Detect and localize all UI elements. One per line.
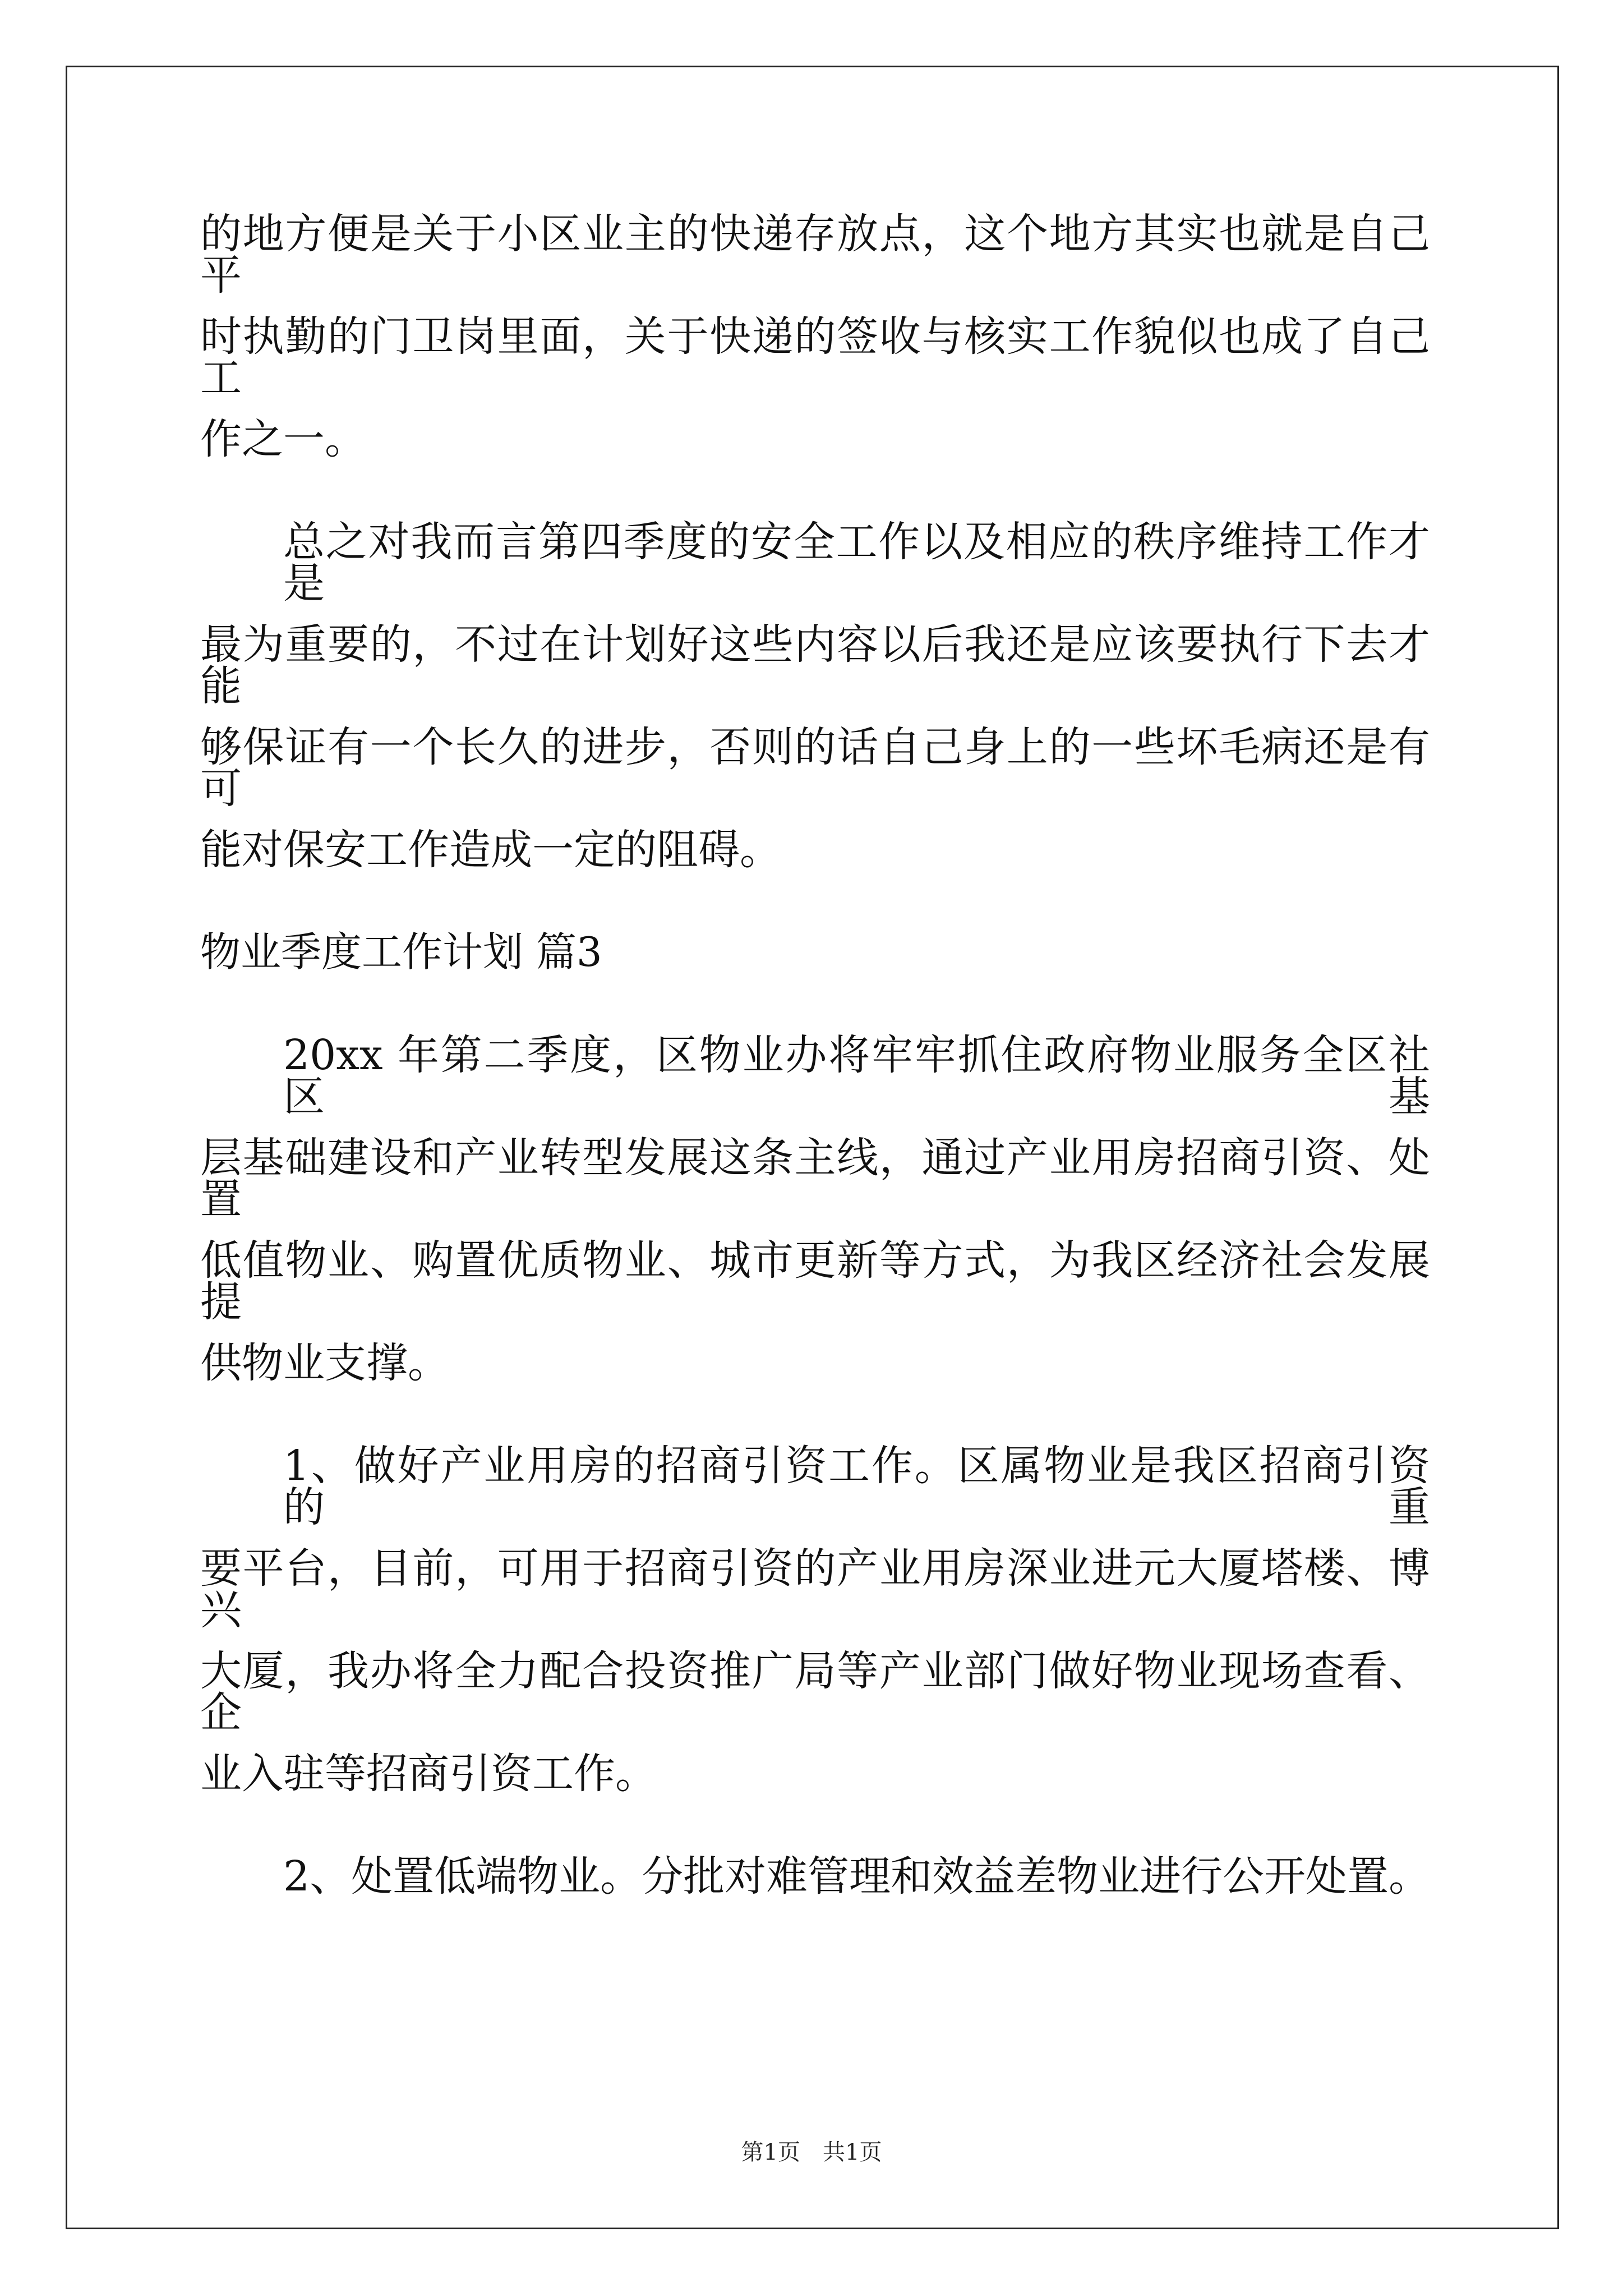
paragraph-line: 总之对我而言第四季度的安全工作以及相应的秩序维持工作才是 bbox=[283, 518, 1430, 608]
paragraph-line: 供物业支撑。 bbox=[200, 1339, 449, 1387]
paragraph-line: 的地方便是关于小区业主的快递存放点，这个地方其实也就是自己平 bbox=[200, 210, 1430, 300]
paragraph-line: 作之一。 bbox=[200, 415, 366, 463]
paragraph-line: 低值物业、购置优质物业、城市更新等方式，为我区经济社会发展提 bbox=[200, 1236, 1430, 1326]
paragraph-line: 20xx 年第二季度，区物业办将牢牢抓住政府物业服务全区社区基 bbox=[283, 1031, 1430, 1121]
section-heading: 物业季度工作计划 篇3 bbox=[200, 928, 602, 976]
paragraph-line: 最为重要的，不过在计划好这些内容以后我还是应该要执行下去才能 bbox=[200, 620, 1430, 710]
paragraph-line: 业入驻等招商引资工作。 bbox=[200, 1750, 657, 1798]
paragraph-line: 2、处置低端物业。分批对难管理和效益差物业进行公开处置。 bbox=[283, 1852, 1431, 1901]
paragraph-line: 时执勤的门卫岗里面，关于快递的签收与核实工作貌似也成了自己工 bbox=[200, 312, 1430, 402]
paragraph-line: 够保证有一个长久的进步，否则的话自己身上的一些坏毛病还是有可 bbox=[200, 723, 1430, 813]
page-footer: 第1页 共1页 bbox=[741, 2139, 882, 2165]
paragraph-line: 层基础建设和产业转型发展这条主线，通过产业用房招商引资、处置 bbox=[200, 1134, 1430, 1223]
paragraph-line: 要平台，目前，可用于招商引资的产业用房深业进元大厦塔楼、博兴 bbox=[200, 1544, 1430, 1634]
paragraph-line: 能对保安工作造成一定的阻碍。 bbox=[200, 826, 781, 874]
paragraph-line: 大厦，我办将全力配合投资推广局等产业部门做好物业现场查看、企 bbox=[200, 1647, 1430, 1737]
paragraph-line: 1、做好产业用房的招商引资工作。区属物业是我区招商引资的重 bbox=[283, 1442, 1430, 1531]
document-body bbox=[200, 210, 1431, 1958]
